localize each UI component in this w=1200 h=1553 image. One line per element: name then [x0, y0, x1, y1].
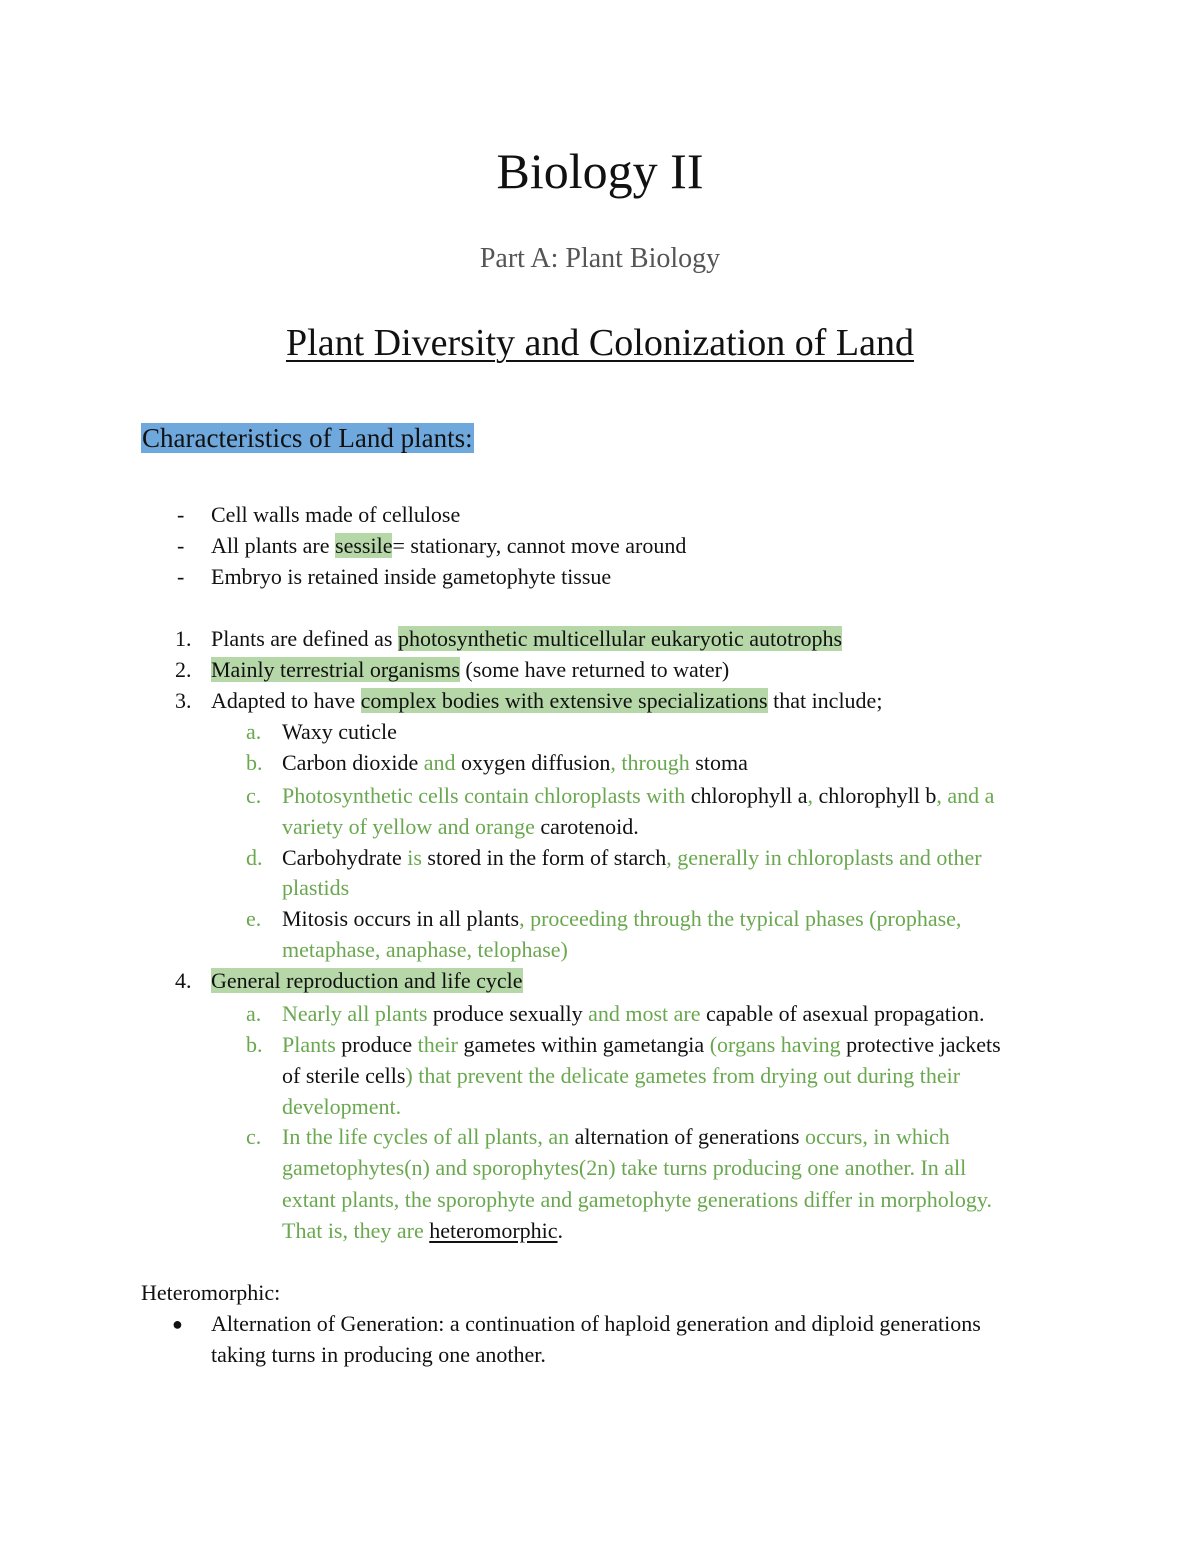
heading-text: Plant Diversity and Colonization of Land	[286, 322, 914, 364]
underlined-term: heteromorphic	[429, 1218, 558, 1243]
sublist-item	[282, 843, 982, 873]
sublist-item-continued	[282, 1216, 563, 1246]
text-run: Carbohydrate	[282, 845, 408, 870]
sublist-letter: b.	[246, 750, 263, 775]
list-item	[211, 624, 842, 654]
text-run: Adapted to have	[211, 688, 361, 713]
sublist-item	[282, 781, 994, 811]
sublist-letter: d.	[246, 845, 263, 870]
green-text-run: In the life cycles of all plants, an	[282, 1124, 575, 1149]
sublist-item-continued: plastids	[282, 875, 350, 900]
sublist-item	[282, 904, 961, 934]
text-run: Plants are defined as	[211, 626, 398, 651]
sublist-item-continued	[282, 1061, 960, 1091]
sublist-letter: e.	[246, 906, 262, 931]
highlighted-term: Mainly terrestrial organisms	[211, 657, 460, 682]
sublist-letter: c.	[246, 783, 262, 808]
list-item-text	[211, 531, 686, 561]
green-text-run: Plants	[282, 1032, 336, 1057]
highlighted-term: complex bodies with extensive specializations	[360, 688, 768, 713]
dash-marker: -	[177, 564, 185, 589]
document-heading	[0, 321, 1200, 365]
text-run: chlorophyll a	[690, 783, 808, 808]
sublist-item-continued: extant plants, the sporophyte and gametophyte generations differ in morphology.	[282, 1187, 992, 1212]
green-text-run: their	[417, 1032, 458, 1057]
sublist-letter: a.	[246, 719, 262, 744]
heteromorphic-label: Heteromorphic:	[141, 1280, 281, 1305]
sublist-item-continued: development.	[282, 1094, 402, 1119]
list-number: 4.	[175, 968, 192, 993]
text-run: protective jackets	[840, 1032, 1001, 1057]
sublist-item	[282, 748, 748, 778]
bullet-icon: ●	[172, 1314, 183, 1334]
green-text-run: (organs having	[709, 1032, 841, 1057]
document-title: Biology II	[496, 143, 704, 199]
sublist-item-continued	[282, 812, 639, 842]
list-item	[211, 686, 882, 716]
text-run: .	[557, 1218, 564, 1243]
highlighted-term: sessile	[335, 533, 393, 558]
dash-marker: -	[177, 533, 185, 558]
green-text-run: ) that prevent the delicate gametes from drying out during their	[405, 1063, 961, 1088]
sublist-letter: c.	[246, 1124, 262, 1149]
text-run: that include;	[767, 688, 883, 713]
list-number: 3.	[175, 688, 192, 713]
text-run: All plants are	[211, 533, 336, 558]
sublist-item	[282, 999, 985, 1029]
text-run: stoma	[689, 750, 748, 775]
list-item-text: Cell walls made of cellulose	[211, 502, 461, 527]
text-run: chlorophyll b	[818, 783, 937, 808]
green-text-run: and most are	[588, 1001, 701, 1026]
text-run: produce sexually	[427, 1001, 589, 1026]
green-text-run: , and a	[936, 783, 995, 808]
green-text-run: and	[423, 750, 456, 775]
list-item	[211, 655, 729, 685]
dash-marker: -	[177, 502, 185, 527]
section-heading-text: Characteristics of Land plants:	[142, 423, 473, 453]
sublist-item	[282, 1122, 950, 1152]
text-run: gametes within gametangia	[457, 1032, 710, 1057]
green-text-run: That is, they are	[282, 1218, 430, 1243]
sublist-letter: b.	[246, 1032, 263, 1057]
text-run: stored in the form of starch	[421, 845, 667, 870]
green-text-run: , proceeding through the typical phases (prophase,	[519, 906, 962, 931]
text-run: capable of asexual propagation.	[700, 1001, 985, 1026]
text-run: Carbon dioxide	[282, 750, 424, 775]
green-text-run: Photosynthetic cells contain chloroplasts with	[282, 783, 691, 808]
sublist-item-continued: gametophytes(n) and sporophytes(2n) take turns producing one another. In all	[282, 1155, 967, 1180]
green-text-run: occurs, in which	[799, 1124, 950, 1149]
text-run: Mitosis occurs in all plants	[282, 906, 520, 931]
sublist-item-continued: metaphase, anaphase, telophase)	[282, 937, 568, 962]
document-subtitle: Part A: Plant Biology	[479, 243, 721, 274]
green-text-run: , generally in chloroplasts and other	[666, 845, 982, 870]
text-run: alternation of generations	[574, 1124, 800, 1149]
list-number: 1.	[175, 626, 192, 651]
sublist-letter: a.	[246, 1001, 262, 1026]
sublist-item: Waxy cuticle	[282, 719, 397, 744]
bullet-item: Alternation of Generation: a continuation of haploid generation and diploid generations	[211, 1311, 981, 1336]
highlighted-term: photosynthetic multicellular eukaryotic autotrophs	[397, 626, 843, 651]
green-text-run: Nearly all plants	[282, 1001, 428, 1026]
list-number: 2.	[175, 657, 192, 682]
highlighted-term: General reproduction and life cycle	[211, 968, 523, 993]
text-run: (some have returned to water)	[459, 657, 730, 682]
sublist-item	[282, 1030, 1001, 1060]
green-text-run: is	[407, 845, 422, 870]
text-run: produce	[335, 1032, 418, 1057]
text-run: oxygen diffusion	[455, 750, 611, 775]
green-text-run: variety of yellow and orange	[282, 814, 541, 839]
text-run: carotenoid.	[540, 814, 639, 839]
list-item-text: Embryo is retained inside gametophyte tissue	[211, 564, 612, 589]
section-heading	[141, 423, 474, 454]
list-item	[211, 966, 523, 996]
green-text-run: , through	[610, 750, 690, 775]
green-text-run: ,	[807, 783, 819, 808]
text-run: of sterile cells	[282, 1063, 406, 1088]
text-run: = stationary, cannot move around	[392, 533, 687, 558]
bullet-item-continued: taking turns in producing one another.	[211, 1342, 546, 1367]
